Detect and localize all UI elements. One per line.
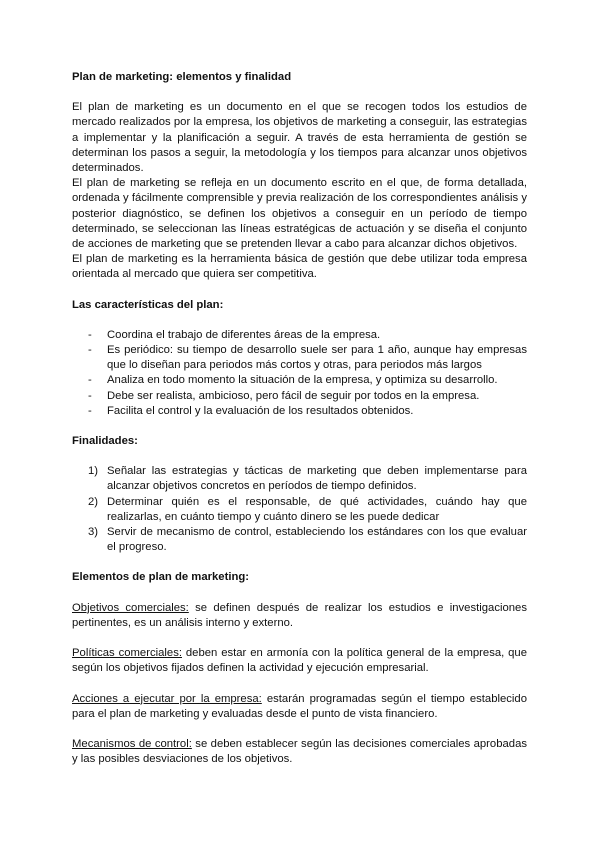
intro-section: [72, 100, 527, 282]
intro-paragraph: El plan de marketing es la herramienta básica de gestión que debe utilizar toda empresa orientada al mercado que quiera ser competitiva.: [72, 253, 527, 281]
element-description: se definen después de realizar los estudios e investigaciones pertinentes, es un análisis interno y externo.: [72, 601, 527, 629]
characteristic-item: - Facilita el control y la evaluación de los resultados obtenidos.: [72, 404, 527, 419]
characteristics-heading: Las características del plan:: [72, 298, 224, 311]
elements-list: [72, 601, 527, 768]
element-description: deben estar en armonía con la política general de la empresa, que según los objetivos fijados definen la actividad y ejecución empresarial.: [72, 647, 527, 675]
element-item: [72, 646, 527, 676]
element-description: se deben establecer según las decisiones comerciales aprobadas y las posibles desviaciones de los objetivos.: [72, 737, 527, 766]
purpose-text: Señalar las estrategias y tácticas de marketing que deben implementarse para alcanzar objetivos concretos en períodos de tiempo definidos.: [107, 465, 527, 493]
purpose-number: 3): [88, 526, 99, 539]
element-description: estarán programadas según el tiempo establecido para el plan de marketing y evaluadas desde el punto de vista financiero.: [72, 692, 527, 720]
intro-paragraph: El plan de marketing se refleja en un documento escrito en el que, de forma detallada, ordenada y fácilmente comprensible y previa realización de los correspondientes análisis y posterior diagnóstico, se definen los objetivos a conseguir en un período de tiempo determinado, se seleccionan las líneas estratégicas de actuación y se diseña el conjunto de acciones de marketing que se pretenden llevar a cabo para alcanzar dichos objetivos.: [72, 177, 527, 251]
characteristic-item: - Analiza en todo momento la situación de la empresa, y optimiza su desarrollo.: [72, 373, 527, 388]
characteristics-list: [72, 328, 527, 419]
document-title: Plan de marketing: elementos y finalidad: [72, 71, 292, 83]
purpose-number: 1): [88, 465, 99, 478]
purposes-heading: Finalidades:: [72, 435, 138, 448]
purposes-list: [72, 464, 527, 555]
purpose-item: [72, 495, 527, 525]
element-term: Acciones a ejecutar por la empresa:: [72, 692, 262, 705]
element-item: [72, 601, 527, 631]
element-term: Mecanismos de control:: [72, 737, 192, 750]
purpose-number: 2): [88, 495, 99, 508]
purpose-text: Determinar quién es el responsable, de qué actividades, cuándo hay que realizarlas, en cuánto tiempo y cuánto dinero se les puede dedicar: [107, 495, 527, 523]
purpose-item: [72, 525, 527, 555]
characteristic-item: - Coordina el trabajo de diferentes áreas de la empresa.: [72, 328, 527, 343]
element-term: Objetivos comerciales:: [72, 601, 189, 614]
element-item: [72, 692, 527, 722]
elements-heading: Elementos de plan de marketing:: [72, 571, 250, 584]
purpose-item: [72, 464, 527, 494]
characteristic-item: - Es periódico: su tiempo de desarrollo suele ser para 1 año, aunque hay empresas que lo diseñan para periodos más cortos y otras, para periodos más largos: [72, 343, 527, 373]
purpose-text: Servir de mecanismo de control, estableciendo los estándares con los que evaluar el progreso.: [107, 526, 527, 554]
intro-paragraph: El plan de marketing es un documento en el que se recogen todos los estudios de mercado realizados por la empresa, los objetivos de marketing a conseguir, las estrategias a implementar y la planificación a seguir. A través de esta herramienta de gestión se determinan los pasos a seguir, la metodología y los tiempos para alcanzar unos objetivos determinados.: [72, 101, 527, 175]
element-item: [72, 737, 527, 767]
characteristic-item: - Debe ser realista, ambicioso, pero fácil de seguir por todos en la empresa.: [72, 389, 527, 404]
element-term: Políticas comerciales:: [72, 647, 182, 660]
